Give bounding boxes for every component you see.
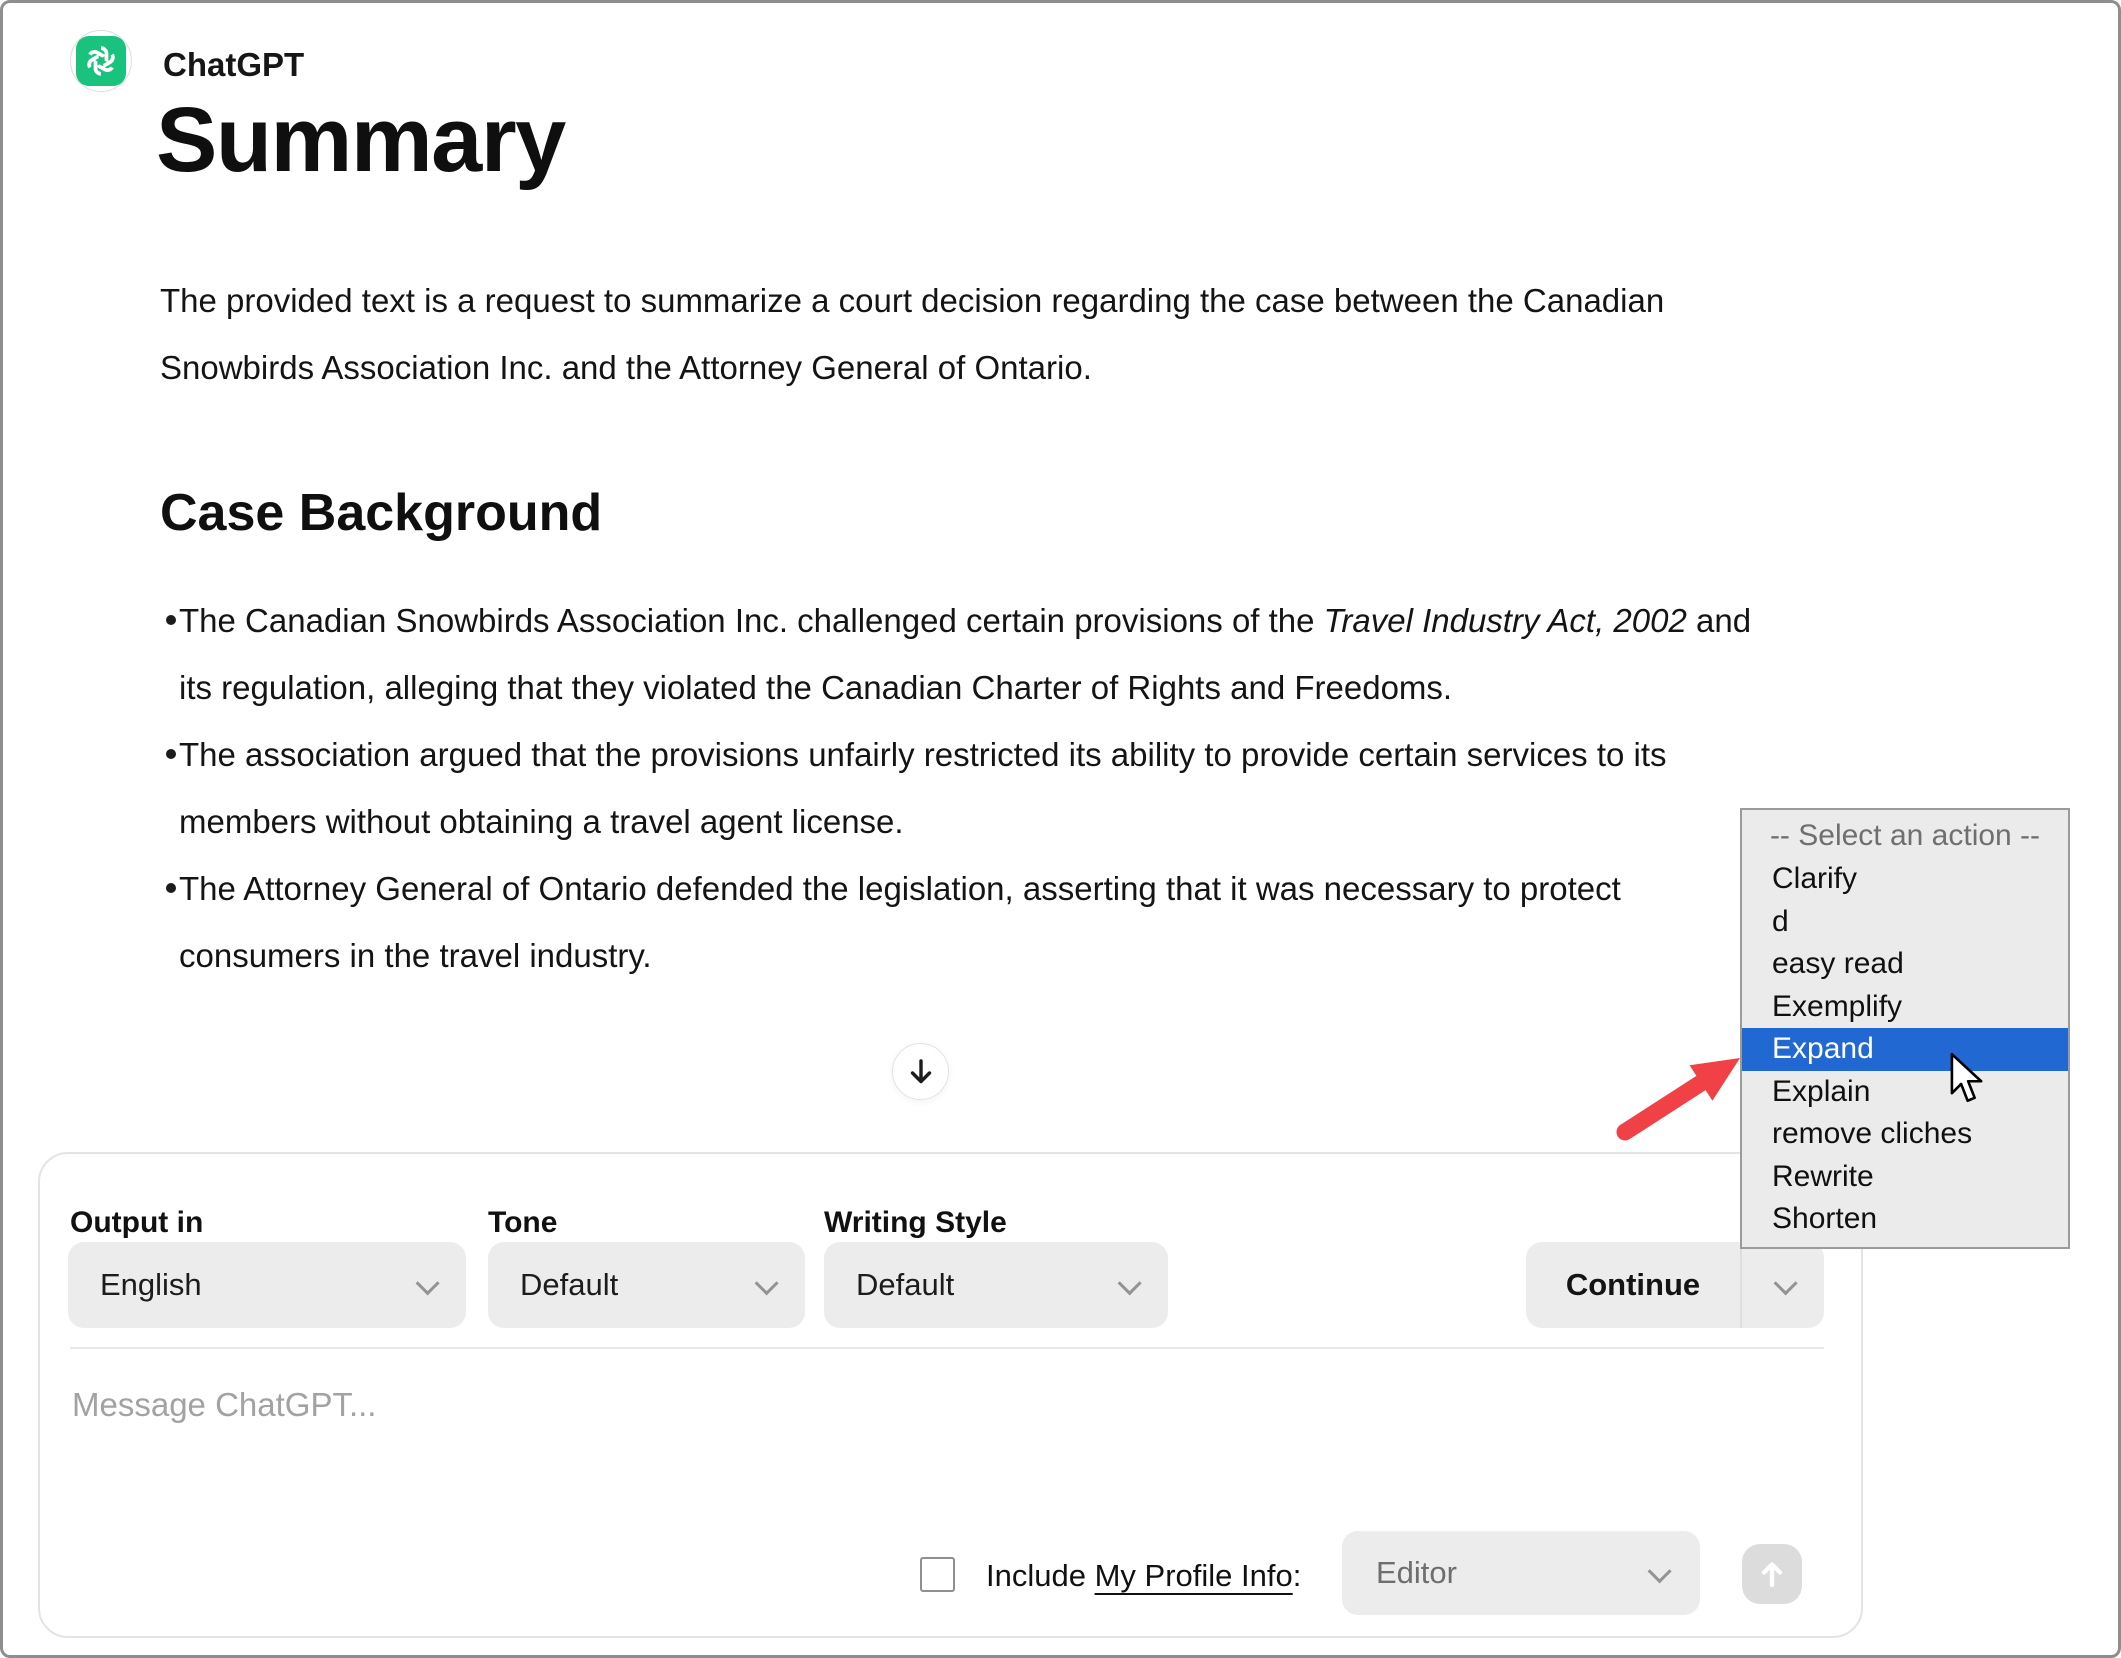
app-name: ChatGPT — [163, 46, 305, 83]
case-background-heading: Case Background — [160, 484, 603, 542]
output-in-value: English — [100, 1267, 202, 1302]
action-menu-placeholder: -- Select an action -- — [1769, 819, 2041, 852]
output-in-label: Output in — [70, 1206, 204, 1239]
composer-panel — [38, 1152, 1863, 1638]
tone-label: Tone — [488, 1206, 558, 1239]
case-background-list — [160, 587, 1760, 989]
bullet-1-text-end: and its regulation, alleging that they violated the Canadian Charter of Rights and Freedoms. — [179, 602, 1752, 706]
bullet-2-text: The association argued that the provisions unfairly restricted its ability to provide certain services to its members without obtaining a travel agent license. — [179, 736, 1667, 840]
chatgpt-logo-icon — [76, 36, 126, 86]
action-menu-item[interactable]: easy read — [1772, 947, 1904, 981]
chevron-down-icon — [1648, 1559, 1672, 1583]
chatgpt-avatar — [70, 30, 132, 92]
writing-style-select[interactable] — [824, 1242, 1168, 1328]
output-in-select[interactable] — [68, 1242, 466, 1328]
include-prefix: Include — [986, 1558, 1095, 1593]
action-menu-item[interactable]: Explain — [1772, 1074, 1871, 1108]
list-item — [179, 855, 1760, 989]
action-menu-item[interactable]: Clarify — [1772, 862, 1858, 896]
profile-role-value: Editor — [1376, 1555, 1457, 1590]
intro-paragraph: The provided text is a request to summarize a court decision regarding the case between the Canadian Snowbirds Association Inc. and the Attorney General of Ontario. — [160, 282, 1665, 386]
page-title: Summary — [156, 89, 565, 191]
include-profile-label — [986, 1558, 1301, 1594]
profile-role-select[interactable] — [1342, 1531, 1700, 1615]
scroll-down-button[interactable] — [892, 1043, 949, 1100]
summary-document — [160, 267, 1760, 989]
continue-split-button — [1526, 1242, 1824, 1328]
red-annotation-arrow — [1598, 1040, 1758, 1165]
list-item — [179, 721, 1760, 855]
composer-divider — [70, 1347, 1824, 1349]
continue-dropdown-toggle[interactable] — [1742, 1242, 1824, 1328]
tone-select[interactable] — [488, 1242, 805, 1328]
include-suffix: : — [1292, 1558, 1302, 1593]
arrow-down-icon — [906, 1057, 936, 1087]
arrow-up-icon — [1756, 1558, 1788, 1590]
action-select-menu — [1740, 808, 2070, 1249]
bullet-3-text: The Attorney General of Ontario defended the legislation, asserting that it was necessary to protect consumers in the travel industry. — [179, 870, 1621, 974]
bullet-1-text: The Canadian Snowbirds Association Inc. challenged certain provisions of the — [179, 602, 1324, 639]
action-menu-item[interactable]: remove cliches — [1772, 1117, 1973, 1151]
action-menu-item[interactable]: Rewrite — [1772, 1159, 1874, 1193]
continue-button[interactable]: Continue — [1565, 1267, 1701, 1302]
action-menu-item[interactable]: Expand — [1742, 1028, 2068, 1071]
bullet-1-act-title: Travel Industry Act, 2002 — [1323, 602, 1687, 639]
chevron-down-icon — [1118, 1271, 1142, 1295]
tone-value: Default — [520, 1267, 619, 1302]
include-profile-checkbox[interactable] — [920, 1557, 955, 1592]
list-item — [179, 587, 1760, 721]
action-menu-item[interactable]: Shorten — [1772, 1202, 1878, 1236]
my-profile-info-link[interactable]: My Profile Info — [1094, 1558, 1293, 1593]
action-menu-item[interactable]: Exemplify — [1772, 989, 1903, 1023]
writing-style-value: Default — [856, 1267, 955, 1302]
action-menu-item[interactable]: d — [1772, 904, 1789, 938]
send-button[interactable] — [1742, 1544, 1802, 1604]
chevron-down-icon — [416, 1271, 440, 1295]
mouse-cursor-icon — [1944, 1052, 1988, 1109]
writing-style-label: Writing Style — [824, 1206, 1007, 1239]
chevron-down-icon — [1773, 1271, 1797, 1295]
message-input[interactable] — [60, 1374, 1210, 1534]
chevron-down-icon — [755, 1271, 779, 1295]
